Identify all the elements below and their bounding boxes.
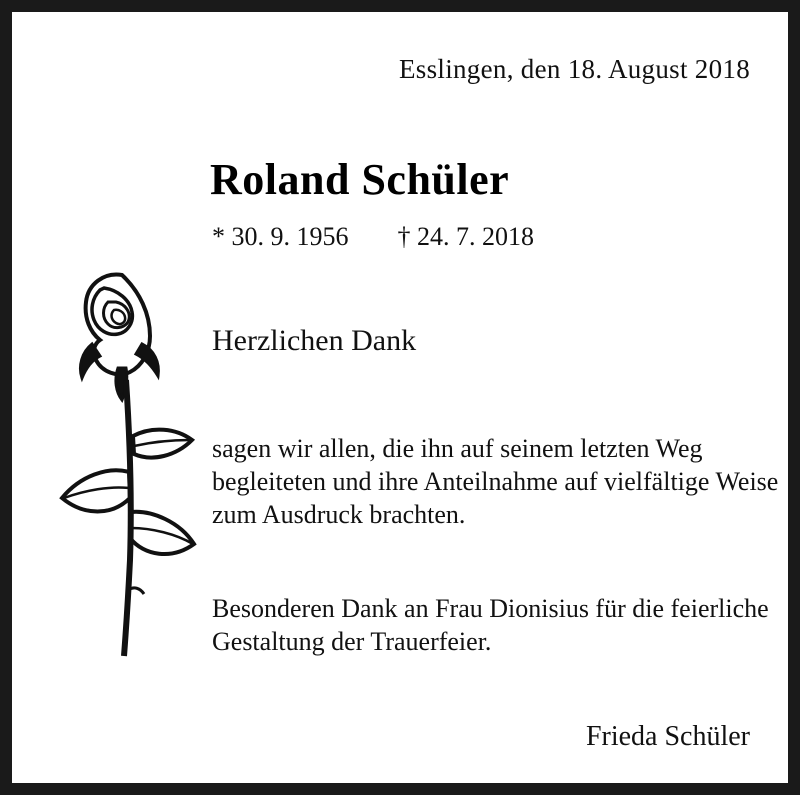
death-symbol: † xyxy=(397,222,411,251)
thanks-paragraph-2: Besonderen Dank an Frau Dionisius für die feierliche Gestaltung der Trauerfeier. xyxy=(212,594,769,657)
life-dates xyxy=(212,222,534,252)
thanks-paragraph-1: sagen wir allen, die ihn auf seinem letzten Weg begleiteten und ihre Anteilnahme auf vielfältige Weise zum Ausdruck brachten. xyxy=(212,434,779,530)
place-and-date: Esslingen, den 18. August 2018 xyxy=(399,54,750,84)
death-date: 24. 7. 2018 xyxy=(417,222,534,251)
thanks-heading: Herzlichen Dank xyxy=(212,324,417,357)
signature: Frieda Schüler xyxy=(585,721,750,752)
birth-symbol: * xyxy=(212,222,225,251)
deceased-name: Roland Schüler xyxy=(210,155,510,204)
rose-icon xyxy=(30,240,210,670)
birth-date: 30. 9. 1956 xyxy=(231,222,349,251)
obituary-card xyxy=(12,12,788,783)
